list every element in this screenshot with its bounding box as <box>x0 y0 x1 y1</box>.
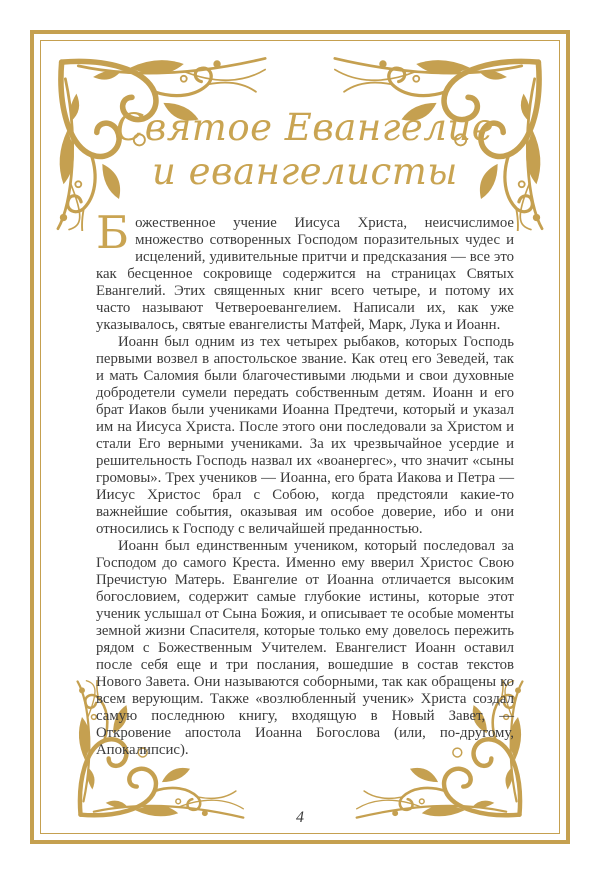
paragraph-text: ожественное учение Иисуса Христа, неисчислимое множество сотворенных Господом поразительных чудес и исцелений, удивительные притчи и предсказания — все это как бесценное сокровище содержится на страницах Святых Евангелий. Этих священных книг всего четыре, и потому их часто называют Четвероевангелием. Написали их, как уже указывалось, святые евангелисты Матфей, Марк, Лука и Иоанн. <box>96 214 514 333</box>
chapter-title-line-1: Святое Евангелие <box>115 106 495 149</box>
page-number: 4 <box>296 809 304 826</box>
drop-cap: Б <box>96 205 130 259</box>
chapter-title-line-2: и евангелисты <box>152 150 458 194</box>
body-paragraph <box>96 205 514 334</box>
body-paragraph: Иоанн был единственным учеником, который последовал за Господом до самого Креста. Именно ему вверил Христос Свою Пречистую Матерь. Евангелие от Иоанна отличается высоким богословием, содержит самые глубокие истины, которые этот ученик услышал от Сына Божия, и описывает те особые моменты земной жизни Спасителя, которые только ему довелось пережить рядом с Божественным Учителем. Евангелист Иоанн оставил после себя еще и три послания, вошедшие в состав текстов Нового Завета. Они называются соборными, так как обращены ко всем верующим. Также «возлюбленный ученик» Христа создал самую последнюю книгу, входящую в Новый Завет, — Откровение апостола Иоанна Богослова (или, по-другому, Апокалипсис). <box>96 537 514 758</box>
chapter-title <box>96 106 514 195</box>
page-content <box>96 44 514 759</box>
body-paragraph: Иоанн был одним из тех четырех рыбаков, которых Господь первыми возвел в апостольское звание. Как отец его Зеведей, так и мать Саломия были благочестивыми людьми и свои духовные добродетели сумели передать собственным детям. Иоанн и его брат Иаков были учениками Иоанна Предтечи, который и указал им на Иисуса Христа. После этого они последовали за Христом и стали Его верными учениками. За их чрезвычайное усердие и решительность Господь назвал их «воанергес», что значит «сыны громовы». Трех учеников — Иоанна, его брата Иакова и Петра — Иисус Христос брал с Собою, когда предстояли какие-то важнейшие события, оказывая им особое доверие, ибо и они относились к Господу с величайшей преданностью. <box>96 333 514 537</box>
